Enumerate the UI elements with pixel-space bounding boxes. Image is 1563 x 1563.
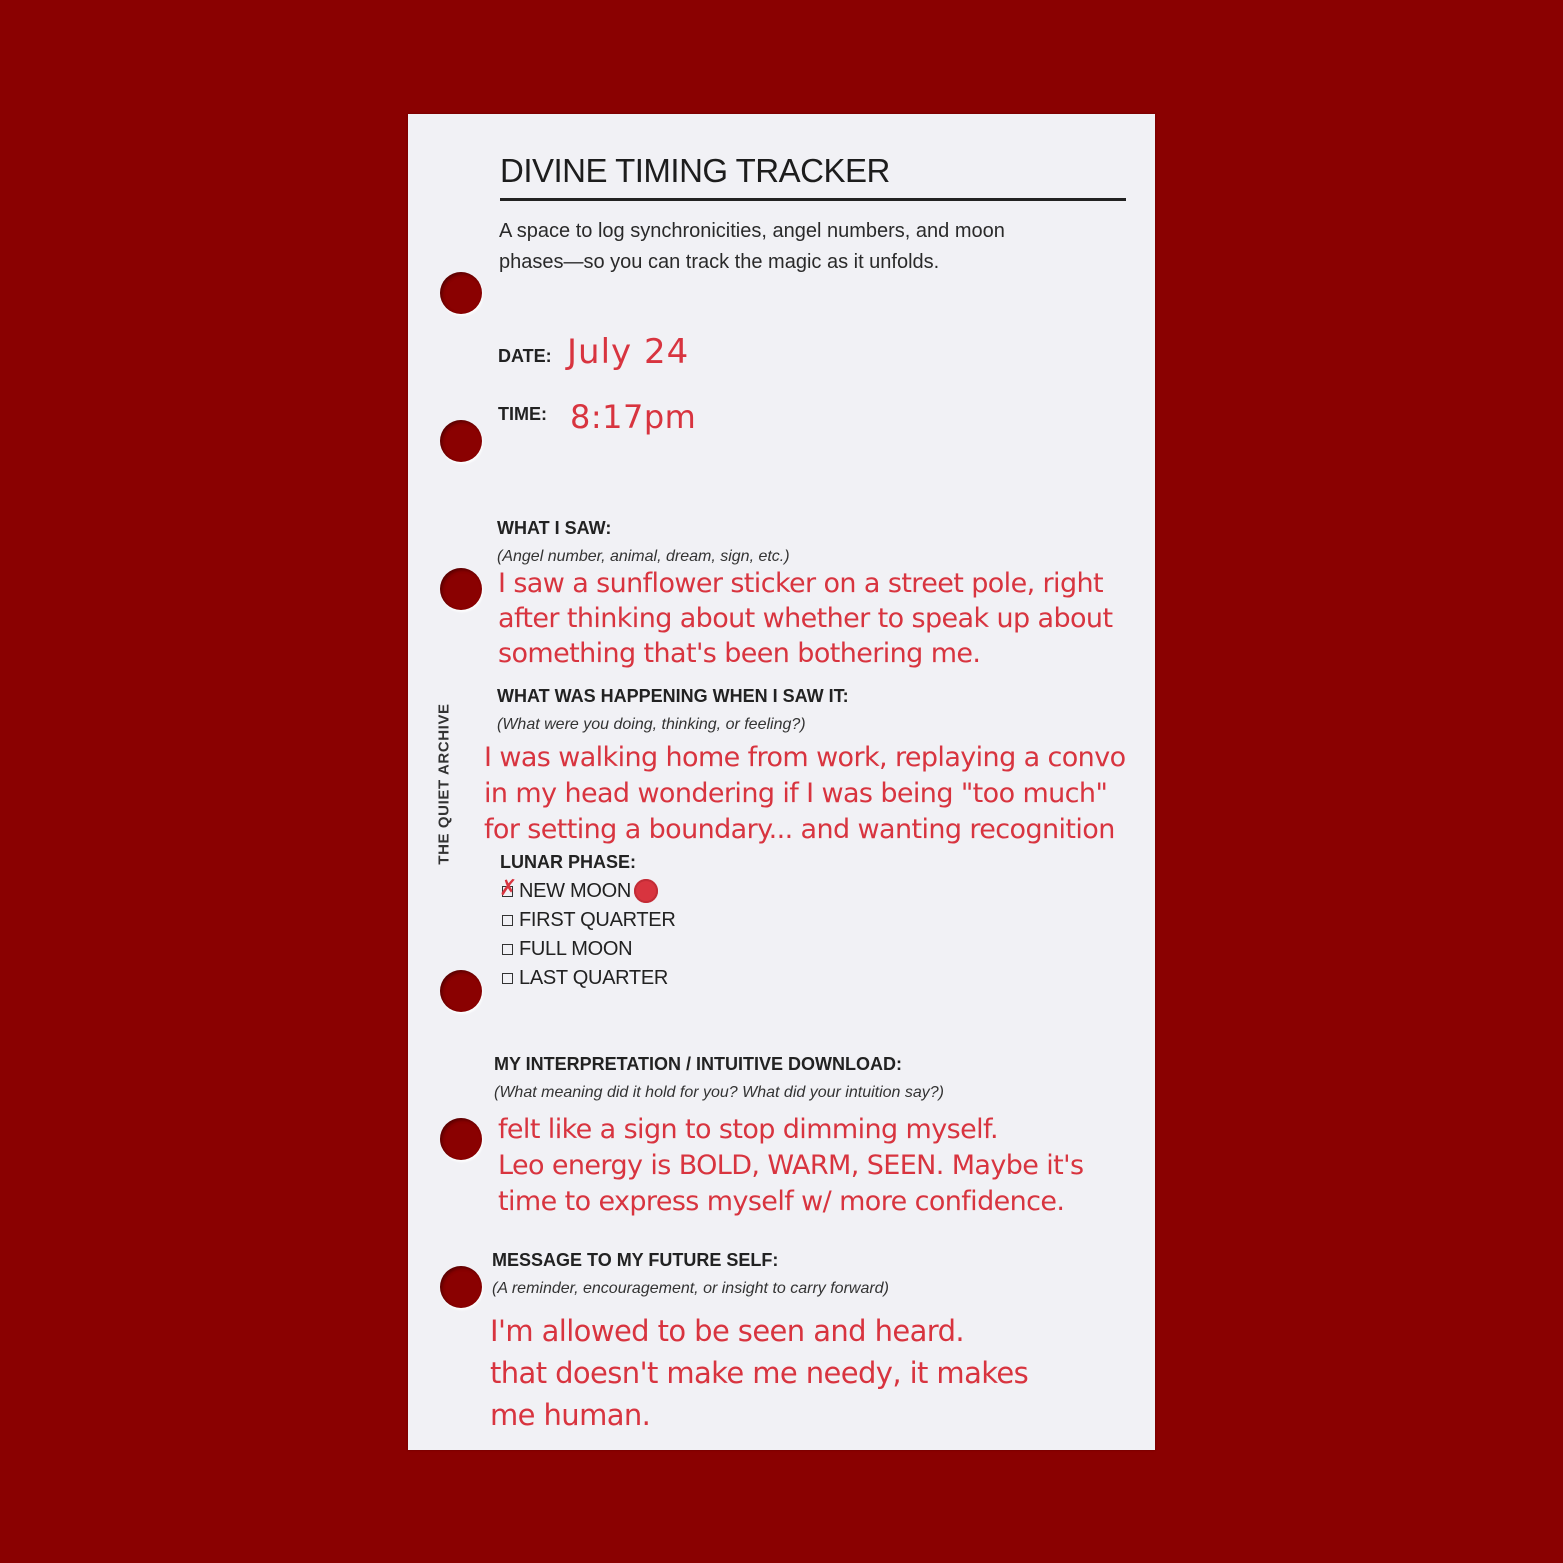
moon-option-last-quarter[interactable] (502, 966, 668, 990)
entry-line: something that's been bothering me. (498, 638, 981, 669)
lunar-phase-label: LUNAR PHASE: (500, 852, 637, 872)
message-hint: (A reminder, encouragement, or insight to carry forward) (492, 1280, 889, 1297)
new-moon-dot-icon (634, 879, 658, 903)
entry-line: time to express myself w/ more confidence. (498, 1186, 1065, 1217)
moon-option-label: LAST QUARTER (519, 966, 669, 989)
binder-hole (440, 272, 482, 314)
description-line: A space to log synchronicities, angel numbers, and moon (499, 220, 1005, 242)
moon-option-label: FIRST QUARTER (519, 908, 676, 931)
what-i-saw-label: WHAT I SAW: (497, 518, 612, 538)
check-mark: ✗ (499, 875, 518, 901)
entry-line: that doesn't make me needy, it makes (490, 1356, 1029, 1390)
what-was-happening-entry (484, 740, 1126, 848)
binder-hole (440, 1266, 482, 1308)
time-value: 8:17pm (570, 398, 697, 436)
moon-option-first-quarter[interactable] (502, 908, 676, 932)
moon-option-label: NEW MOON (519, 879, 632, 902)
page-title: DIVINE TIMING TRACKER (500, 152, 890, 189)
what-i-saw-entry (498, 566, 1112, 671)
interpretation-entry (498, 1112, 1083, 1220)
entry-line: in my head wondering if I was being "too much" (484, 778, 1108, 809)
moon-option-label: FULL MOON (519, 937, 633, 960)
checkbox-first-quarter[interactable] (502, 915, 513, 926)
entry-line: Leo energy is BOLD, WARM, SEEN. Maybe it's (498, 1150, 1084, 1181)
entry-line: felt like a sign to stop dimming myself. (498, 1114, 998, 1145)
time-label: TIME: (498, 404, 547, 424)
checkbox-last-quarter[interactable] (502, 973, 513, 984)
entry-line: I saw a sunflower sticker on a street pole, right (498, 568, 1103, 599)
entry-line: I was walking home from work, replaying a convo (484, 742, 1126, 773)
date-value: July 24 (567, 332, 690, 372)
what-was-happening-hint: (What were you doing, thinking, or feeling?) (497, 716, 806, 733)
title-divider (500, 198, 1126, 201)
checkbox-new-moon[interactable] (499, 875, 518, 901)
binder-hole (440, 1118, 482, 1160)
what-was-happening-label: WHAT WAS HAPPENING WHEN I SAW IT: (497, 686, 849, 706)
date-label: DATE: (498, 346, 552, 366)
entry-line: me human. (490, 1398, 651, 1432)
entry-line: after thinking about whether to speak up about (498, 603, 1113, 634)
what-i-saw-hint: (Angel number, animal, dream, sign, etc.) (497, 548, 790, 565)
moon-option-new-moon[interactable] (499, 875, 658, 903)
checkbox-full-moon[interactable] (502, 944, 513, 955)
binder-hole (440, 420, 482, 462)
entry-line: for setting a boundary... and wanting recognition (484, 814, 1115, 845)
moon-option-full-moon[interactable] (502, 937, 632, 961)
page-description (499, 216, 1109, 278)
interpretation-hint: (What meaning did it hold for you? What did your intuition say?) (494, 1084, 945, 1101)
message-label: MESSAGE TO MY FUTURE SELF: (492, 1250, 779, 1270)
message-entry (490, 1310, 1028, 1436)
entry-line: I'm allowed to be seen and heard. (490, 1314, 965, 1348)
binder-hole (440, 568, 482, 610)
binder-hole (440, 970, 482, 1012)
side-brand-label: THE QUIET ARCHIVE (435, 703, 453, 865)
description-line: phases—so you can track the magic as it unfolds. (499, 251, 940, 273)
interpretation-label: MY INTERPRETATION / INTUITIVE DOWNLOAD: (494, 1054, 902, 1074)
